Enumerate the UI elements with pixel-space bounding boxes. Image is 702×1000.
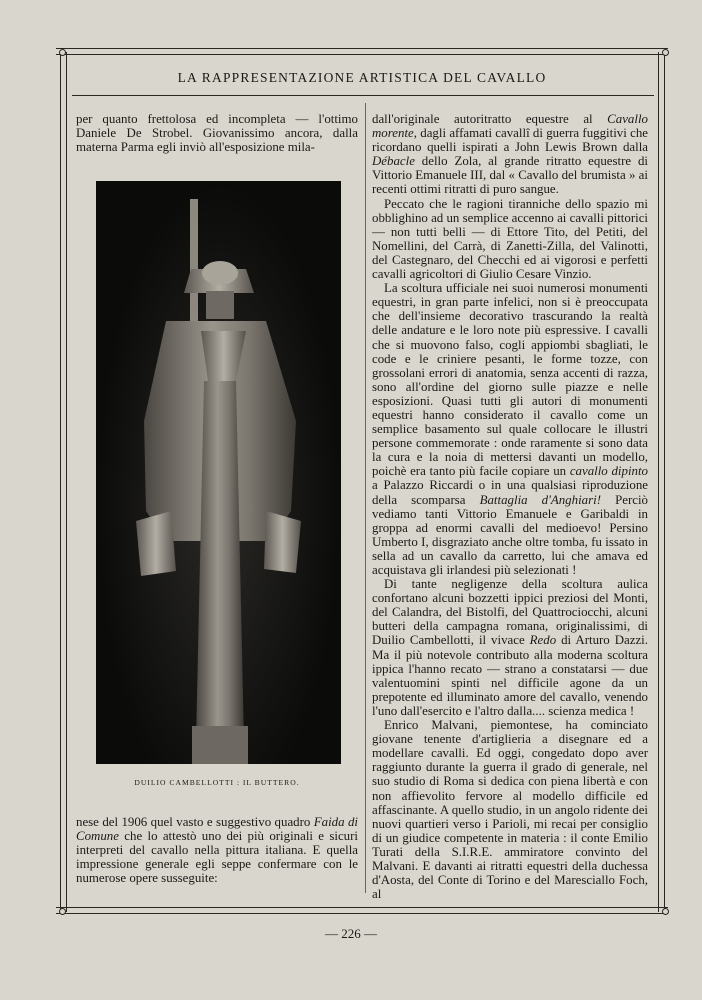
frame-corner-ornament	[59, 908, 66, 915]
text-run: a Palazzo Riccardi o in una qualsiasi riproduzione della scomparsa	[372, 478, 648, 507]
italic-title: cavallo dipinto	[569, 464, 648, 479]
page-number: — 226 —	[325, 926, 377, 941]
italic-title: Faida di Comune	[76, 815, 359, 844]
frame-corner-ornament	[59, 49, 66, 56]
paragraph	[372, 112, 648, 197]
figure-caption: DUILIO CAMBELLOTTI : IL BUTTERO.	[134, 778, 300, 787]
italic-title: Cavallo morente	[372, 112, 648, 141]
paragraph	[372, 577, 648, 718]
paragraph	[372, 281, 648, 577]
paragraph: Peccato che le ragioni tiranniche dello spazio mi obblighino ad un semplice accenno ai cavalli pittorici — non tutti belli — di Ettore Tito, del Petiti, del Nomellini, del Carrà, di Zanetti-Zilla, del Valinotti, del Castegnaro, del Checchi ed ai vigorosi e perfetti cavalli agricoltori di Giulio Cesare Vinzio.	[372, 196, 648, 282]
buttero-sculpture-illustration	[96, 181, 341, 764]
frame-right-rule	[658, 52, 665, 912]
left-column-top	[76, 112, 358, 154]
right-column	[372, 112, 648, 901]
text-run: , dagli affamati cavallî di guerra fuggitivi che ricordano quelli ispirati a John Lewis Brown dalla	[372, 126, 648, 155]
text-run: che lo attestò uno dei più originali e sicuri interpreti del cavallo nella pittura italiana. E quella impressione generale egli seppe confermare con le numerose opere susseguite:	[76, 829, 358, 886]
italic-title: Battaglia d'Anghiari!	[479, 492, 601, 507]
frame-top-rule	[56, 48, 668, 55]
italic-title: Débacle	[372, 154, 415, 169]
frame-left-rule	[60, 52, 67, 912]
paragraph: Enrico Malvani, piemontese, ha cominciato giovane tenente d'artiglieria a disegnare ed a modellare cavalli. Ed oggi, congedato dopo aver raggiunto durante la guerra il grado di generale, nel suo studio di Roma si dedica con piena libertà e con non affievolito fervore al modello difficile ed affascinante. A quello studio, in un angolo ridente dei nuovi quartieri verso i Parioli, mi recai per consiglio di un giudice competente in materia : il conte Emilio Turati della S.I.R.E. ammiratore convinto del Malvani. E davanti ai ritratti equestri della duchessa d'Aosta, del Conte di Torino e del Maresciallo Foch, al	[372, 718, 648, 902]
left-column-bottom	[76, 815, 358, 885]
left-column-top-text: per quanto frettolosa ed incompleta — l'ottimo Daniele De Strobel. Giovanissimo ancora, dalla materna Parma egli inviò all'esposizione mila-	[76, 112, 358, 155]
text-run: La scoltura ufficiale nei suoi numerosi monumenti equestri, in gran parte infelici, non si è preoccupata che dell'insieme decorativo trascurando la realtà delle andature e le loro note più espressive. I cavalli che si muovono falso, cogli appiombi sbagliati, le code e le criniere pesanti, le forme tozze, con grossolani errori di anatomia, senza accenti di razza, sono all'ordine del giorno sulle piazze e nelle esposizioni. Quasi tutti gli autori di monumenti equestri hanno considerato il cavallo come un semplice basamento sul quale collocare le illustri persone commemorate : onde raramente si sono data la cura e la noia di mettersi davanti un modello, poichè era tanto più facile copiare un	[372, 281, 648, 479]
frame-corner-ornament	[662, 49, 669, 56]
running-head: LA RAPPRESENTAZIONE ARTISTICA DEL CAVALLO	[177, 70, 547, 85]
header-rule	[72, 95, 654, 96]
column-rule	[365, 103, 366, 893]
italic-title: Redo	[529, 633, 557, 648]
text-run: nese del 1906 quel vasto e suggestivo quadro	[76, 815, 314, 829]
text-run: Perciò vediamo tanti Vittorio Emanuele e Garibaldi in groppa ad enormi cavalli del medioevo! Persino Umberto I, disgraziato anche oltre tomba, fu issato in sella ad un cavallo da carretto, lui che amava ed acquistava gli irlandesi più selezionati !	[372, 492, 649, 577]
text-run: di Arturo Dazzi. Ma il più notevole contributo alla moderna scoltura ippica l'hanno recato — strano a constatarsi — due valentuomini spinti nel difficile agone da un prepotente ed illuminato amore del cavallo, venendo l'uno dall'esercito e l'altro dalla.... scienza medica !	[372, 633, 648, 718]
text-run: dall'originale autoritratto equestre al	[372, 112, 608, 126]
sculpture-photo	[96, 181, 341, 764]
text-run: Di tante negligenze della scoltura aulica confortano alcuni bozzetti ippici preziosi del Monti, del Calandra, del Bistolfi, del Quattrociocchi, alcuni butteri della campagna romana, originalissimi, di Duilio Cambellotti, il vivace	[372, 577, 648, 648]
text-run: dello Zola, al grande ritratto equestre di Vittorio Emanuele III, dal « Cavallo del brumista » ai recenti ottimi ritratti di puro sangue.	[372, 154, 648, 197]
left-column-bottom-paragraph	[76, 815, 358, 885]
frame-bottom-rule	[56, 907, 668, 914]
frame-corner-ornament	[662, 908, 669, 915]
